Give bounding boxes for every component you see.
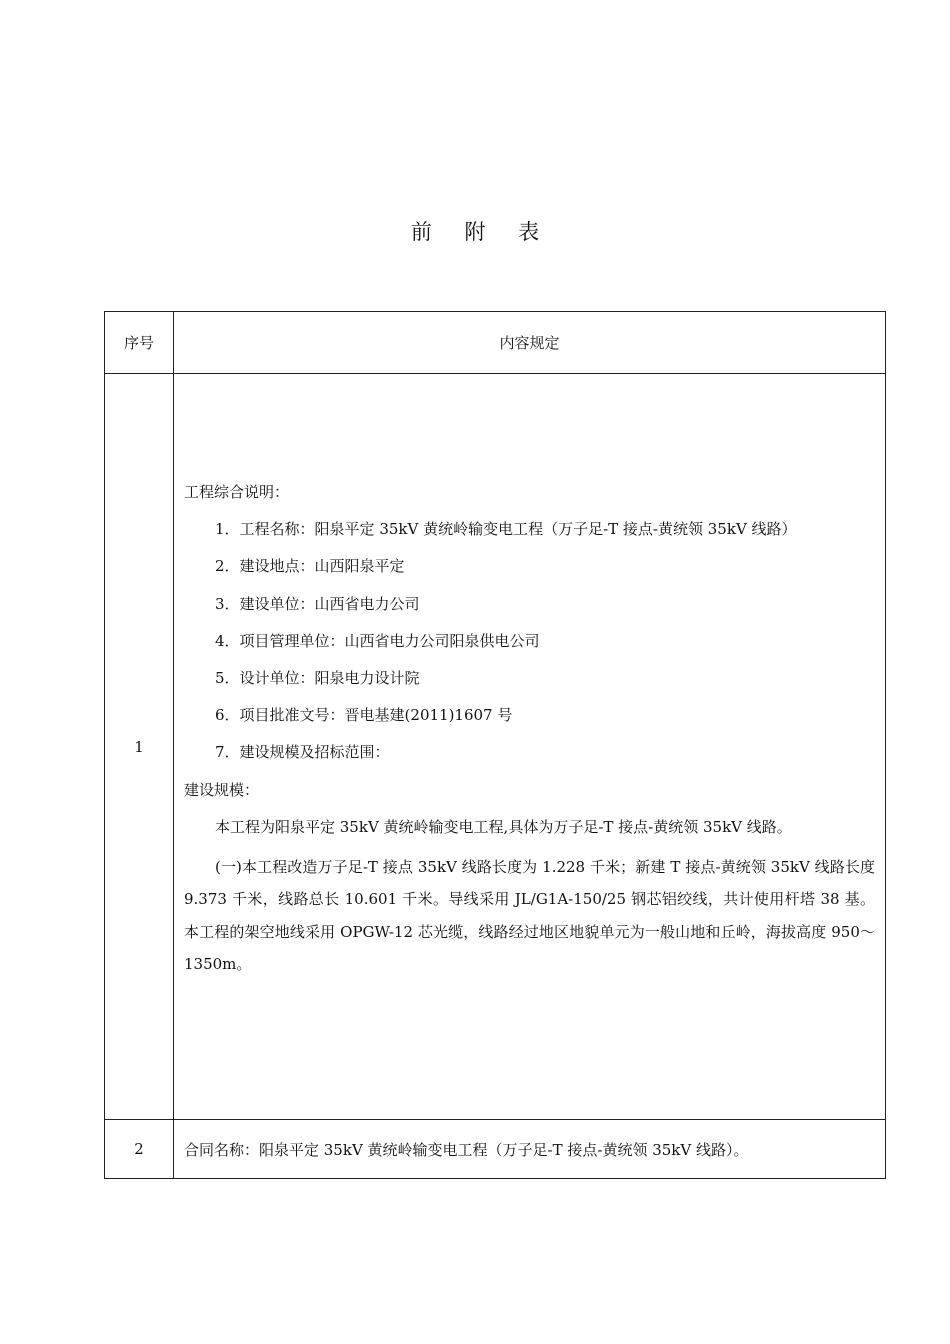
annex-table <box>104 311 886 1179</box>
table-row <box>105 374 886 1120</box>
header-content: 内容规定 <box>174 312 886 374</box>
row-1-content <box>174 374 886 1120</box>
table-header-row <box>105 312 886 374</box>
header-serial-number: 序号 <box>105 312 174 374</box>
table-row <box>105 1120 886 1179</box>
item-scale-and-scope: 7．建设规模及招标范围： <box>215 743 390 762</box>
item-construction-site: 2．建设地点：山西阳泉平定 <box>215 557 405 576</box>
scale-detail-paragraph: (一)本工程改造万子足-T 接点 35kV 线路长度为 1.228 千米；新建 T 接点-黄统领 35kV 线路长度 9.373 千米，线路总长 10.601 千米。导线采用 JL/G1A-150/25 钢芯铝绞线，共计使用杆塔 38 基。本工程的架空地线采用 OPGW-12 芯光缆，线路经过地区地貌单元为一般山地和丘岭，海拔高度 950～1350m。 <box>184 857 875 974</box>
item-project-name: 1．工程名称：阳泉平定 35kV 黄统岭输变电工程（万子足-T 接点-黄统领 35kV 线路） <box>215 520 797 539</box>
scale-heading: 建设规模： <box>184 780 260 799</box>
item-management-unit: 4．项目管理单位：山西省电力公司阳泉供电公司 <box>215 631 540 650</box>
scale-intro: 本工程为阳泉平定 35kV 黄统岭输变电工程,具体为万子足-T 接点-黄统领 35kV 线路。 <box>215 817 792 836</box>
overview-heading: 工程综合说明： <box>184 483 290 501</box>
row-2-contract-name: 合同名称：阳泉平定 35kV 黄统岭输变电工程（万子足-T 接点-黄统领 35kV 线路）。 <box>174 1120 886 1179</box>
page-title: 前 附 表 <box>410 220 553 244</box>
item-approval-number: 6．项目批准文号：晋电基建(2011)1607 号 <box>215 706 513 725</box>
item-construction-unit: 3．建设单位：山西省电力公司 <box>215 594 420 613</box>
row-1-serial-number: 1 <box>105 374 174 1120</box>
item-design-unit: 5．设计单位：阳泉电力设计院 <box>215 668 420 687</box>
row-2-serial-number: 2 <box>105 1120 174 1179</box>
